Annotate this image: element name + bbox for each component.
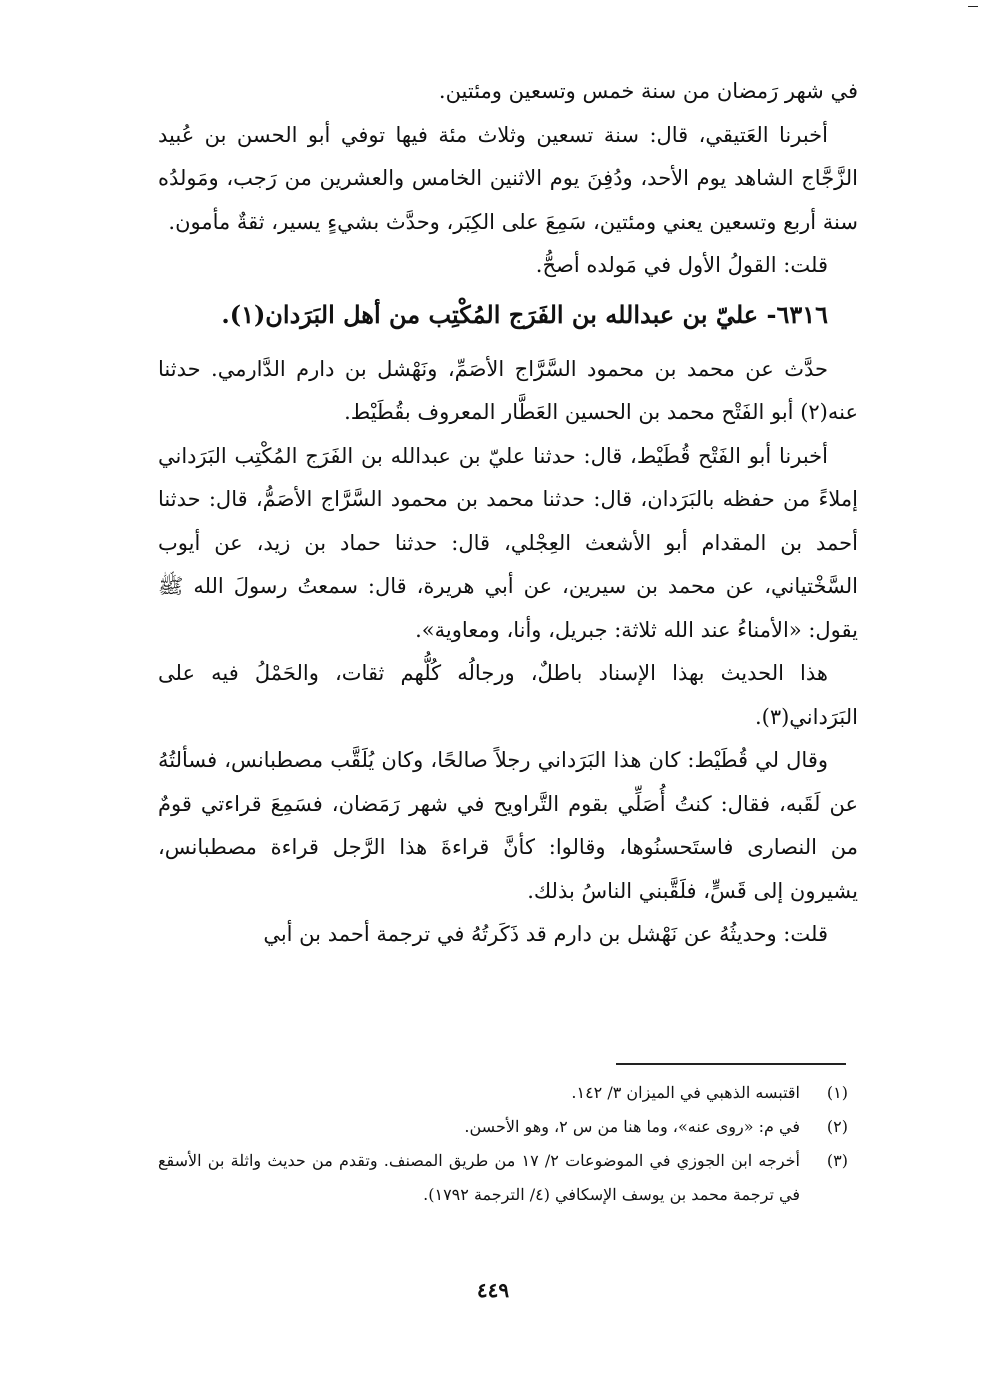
paragraph-5: أخبرنا أبو الفَتْح قُطَيْط، قال: حدثنا عليّ بن عبدالله بن الفَرَج المُكْتِب البَرَداني إملاءً من حفظه بالبَرَدان، قال: حدثنا محمد بن محمود السَّرَّاج الأصَمُّ، قال: حدثنا أحمد بن المقدام أبو الأشعث العِجْلي، قال: حدثنا حماد بن زيد، عن أيوب السَّخْتياني، عن محمد بن سيرين، عن أبي هريرة، قال: سمعتُ رسولَ الله ﷺ يقول: «الأمناءُ عند الله ثلاثة: جبريل، وأنا، ومعاوية». [158, 443, 858, 642]
footnote-text: اقتبسه الذهبي في الميزان ٣/ ١٤٢. [571, 1083, 800, 1102]
footnote-2 [158, 1110, 848, 1144]
paragraph-2: أخبرنا العَتيقي، قال: سنة تسعين وثلاث مئة فيها توفي أبو الحسن بن عُبيد الزَّجَّاج الشاهد يوم الأحد، ودُفِنَ يوم الاثنين الخامس والعشرين من رَجب، ومَولدُه سنة أربع وتسعين يعني ومئتين، سَمِعَ على الكِبَر، وحدَّث بشيءٍ يسير، ثقةٌ مأمون. [158, 122, 858, 234]
footnote-number: (٣) [826, 1151, 848, 1170]
footnote-number: (٢) [826, 1117, 848, 1136]
paragraph-8: قلت: وحديثُهُ عن نَهْشل بن دارم قد ذَكَرتُهُ في ترجمة أحمد بن أبي [263, 922, 828, 946]
footnote-text: في م: «روى عنه»، وما هنا من س ٢، وهو الأحسن. [464, 1117, 800, 1136]
footnote-divider [616, 1063, 846, 1065]
footnote-1 [158, 1076, 848, 1110]
footnote-number: (١) [826, 1083, 848, 1102]
footnote-3 [158, 1144, 848, 1212]
paragraph-6: هذا الحديث بهذا الإسناد باطلٌ، ورجالُه كُلُّهم ثقات، والحَمْلُ فيه على البَرَداني(٣). [158, 661, 858, 729]
page-number: ٤٤٩ [476, 1278, 510, 1302]
paragraph-7: وقال لي قُطَيْط: كان هذا البَرَداني رجلاً صالحًا، وكان يُلَقَّب مصطبانس، فسألتُهُ عن لَقَبه، فقال: كنتُ أُصَلِّي بقوم التَّراويح في شهر رَمَضان، فسَمِعَ قراءتي قومٌ من النصارى فاستَحسنُوها، وقالوا: كأنَّ قراءةَ هذا الرَّجل قراءة مصطبانس، يشيرون إلى قَسٍّ، فلَقَّبني الناسُ بذلك. [158, 748, 858, 903]
entry-heading: ٦٣١٦- عليّ بن عبدالله بن الفَرَج المُكْتِب من أهل البَرَدان(١). [221, 299, 828, 329]
paragraph-4: حدَّث عن محمد بن محمود السَّرَّاج الأصَمِّ، ونَهْشل بن دارم الدَّارمي. حدثنا عنه(٢) أبو الفَتْح محمد بن الحسين العَطَّار المعروف بقُطَيْط. [158, 356, 858, 424]
paragraph-3: قلت: القولُ الأول في مَولده أصحُّ. [535, 253, 828, 277]
footnote-text: أخرجه ابن الجوزي في الموضوعات ٢/ ١٧ من طريق المصنف. وتقدم من حديث واثلة بن الأسقع في ترجمة محمد بن يوسف الإسكافي (٤/ الترجمة ١٧٩٢). [158, 1151, 800, 1204]
main-text [158, 70, 858, 957]
paragraph-1: في شهر رَمضان من سنة خمس وتسعين ومئتين. [438, 79, 858, 103]
footnotes [158, 1076, 848, 1212]
corner-mark [968, 6, 978, 7]
